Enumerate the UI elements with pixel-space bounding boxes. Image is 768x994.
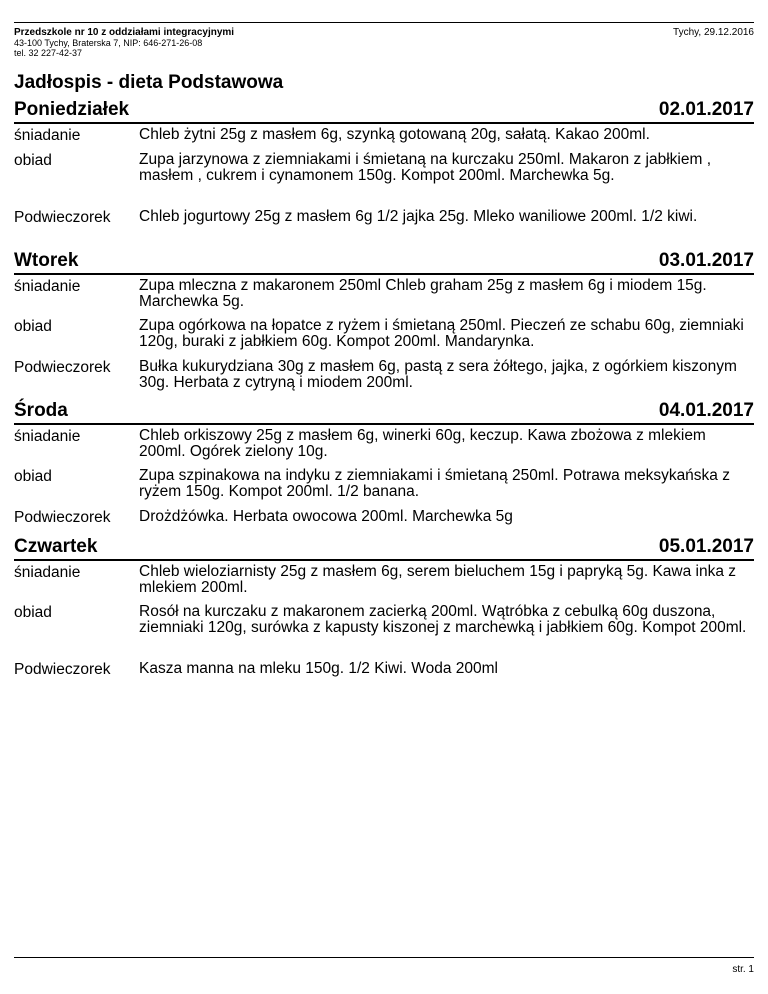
- institution-address: 43-100 Tychy, Braterska 7, NIP: 646-271-26-08: [14, 38, 203, 48]
- meal-description: Chleb wieloziarnisty 25g z masłem 6g, serem bieluchem 15g i papryką 5g. Kawa inka z mlekiem 200ml.: [139, 563, 737, 596]
- day-section-monday: [14, 96, 754, 249]
- day-date: 04.01.2017: [658, 400, 754, 421]
- meal-label: śniadanie: [14, 428, 81, 445]
- day-header: [14, 247, 754, 275]
- meal-description: Zupa ogórkowa na łopatce z ryżem i śmietaną 250ml. Pieczeń ze schabu 60g, ziemniaki 120g, buraki z jabłkiem 60g. Kompot 200ml. Mandarynka.: [139, 317, 744, 350]
- place-date: Tychy, 29.12.2016: [673, 27, 754, 38]
- meal-row: [14, 509, 754, 531]
- meal-label: Podwieczorek: [14, 359, 111, 376]
- meal-label: śniadanie: [14, 564, 81, 581]
- meal-row: [14, 152, 754, 209]
- day-section-thursday: [14, 533, 754, 683]
- meal-row: [14, 127, 754, 152]
- meal-label: śniadanie: [14, 127, 81, 144]
- day-section-tuesday: [14, 247, 754, 399]
- day-header: [14, 533, 754, 561]
- meal-label: Podwieczorek: [14, 661, 111, 678]
- meal-description: Bułka kukurydziana 30g z masłem 6g, pastą z sera żółtego, jajka, z ogórkiem kiszonym 30g. Herbata z cytryną i miodem 200ml.: [139, 358, 737, 391]
- meal-row: [14, 564, 754, 604]
- day-section-wednesday: [14, 397, 754, 531]
- meal-row: [14, 318, 754, 359]
- document-header: [14, 22, 754, 57]
- meal-row: [14, 428, 754, 468]
- meal-description: Rosół na kurczaku z makaronem zacierką 200ml. Wątróbka z cebulką 60g duszona, ziemniaki 120g, surówka z kapusty kiszonej z marchewką i jabłkiem 60g. Kompot 200ml.: [139, 603, 747, 636]
- meal-label: obiad: [14, 468, 52, 485]
- day-name: Wtorek: [14, 250, 79, 271]
- meal-row: [14, 468, 754, 509]
- day-header: [14, 96, 754, 124]
- day-date: 05.01.2017: [658, 536, 754, 557]
- meal-label: obiad: [14, 604, 52, 621]
- meal-description: Zupa szpinakowa na indyku z ziemniakami i śmietaną 250ml. Potrawa meksykańska z ryżem 150g. Kompot 200ml. 1/2 banana.: [139, 467, 730, 500]
- day-name: Środa: [14, 400, 68, 421]
- day-name: Poniedziałek: [14, 99, 130, 120]
- meal-label: Podwieczorek: [14, 509, 111, 526]
- meal-row: [14, 278, 754, 318]
- day-date: 02.01.2017: [658, 99, 754, 120]
- meal-row: [14, 604, 754, 661]
- day-name: Czwartek: [14, 536, 98, 557]
- meal-label: Podwieczorek: [14, 209, 111, 226]
- meal-description: Kasza manna na mleku 150g. 1/2 Kiwi. Woda 200ml: [139, 660, 498, 677]
- meal-description: Zupa mleczna z makaronem 250ml Chleb graham 25g z masłem 6g i miodem 15g. Marchewka 5g.: [139, 277, 707, 310]
- meal-description: Zupa jarzynowa z ziemniakami i śmietaną na kurczaku 250ml. Makaron z jabłkiem , masłem , cukrem i cynamonem 150g. Kompot 200ml. Marchewka 5g.: [139, 151, 712, 184]
- institution-name: Przedszkole nr 10 z oddziałami integracyjnymi: [14, 27, 235, 38]
- meal-label: obiad: [14, 318, 52, 335]
- day-date: 03.01.2017: [658, 250, 754, 271]
- meal-description: Drożdżówka. Herbata owocowa 200ml. Marchewka 5g: [139, 508, 513, 525]
- meal-label: śniadanie: [14, 278, 81, 295]
- menu-page: [14, 0, 754, 994]
- meal-description: Chleb jogurtowy 25g z masłem 6g 1/2 jajka 25g. Mleko waniliowe 200ml. 1/2 kiwi.: [139, 208, 698, 225]
- page-number: str. 1: [732, 964, 754, 975]
- page-footer: [14, 957, 754, 975]
- meal-row: [14, 661, 754, 683]
- day-header: [14, 397, 754, 425]
- meal-label: obiad: [14, 152, 52, 169]
- meal-row: [14, 209, 754, 249]
- meal-description: Chleb żytni 25g z masłem 6g, szynką gotowaną 20g, sałatą. Kakao 200ml.: [139, 126, 650, 143]
- page-title: Jadłospis - dieta Podstawowa: [14, 72, 284, 93]
- meal-description: Chleb orkiszowy 25g z masłem 6g, winerki 60g, keczup. Kawa zbożowa z mlekiem 200ml. Ogórek zielony 10g.: [139, 427, 706, 460]
- meal-row: [14, 359, 754, 399]
- institution-phone: tel. 32 227-42-37: [14, 48, 83, 58]
